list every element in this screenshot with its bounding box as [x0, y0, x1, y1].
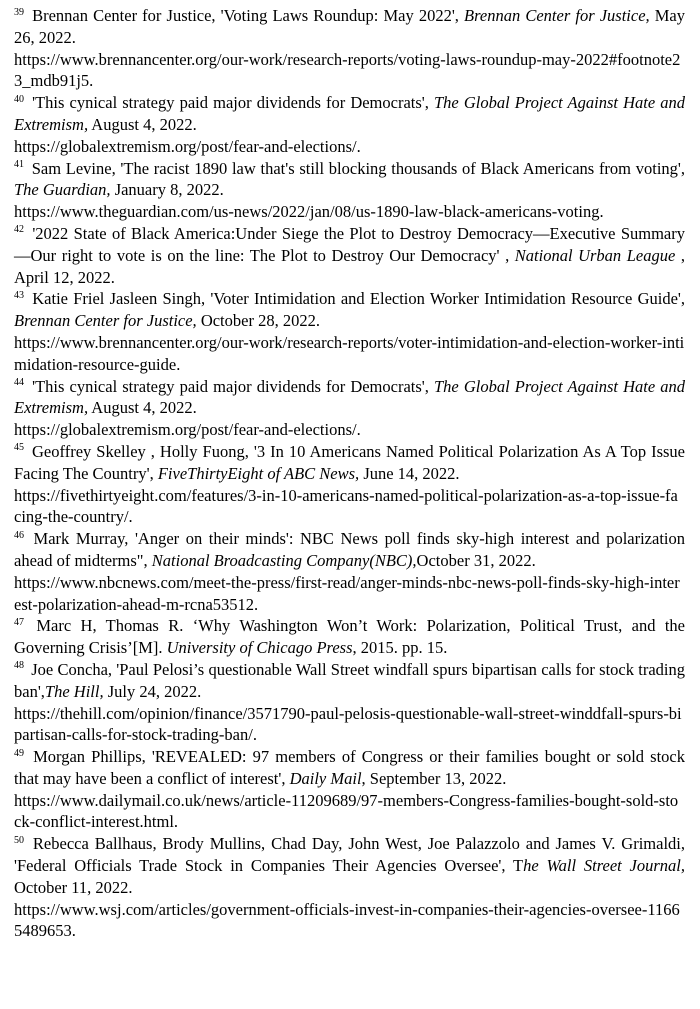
footnote-text-segment: July 24, 2022. [103, 681, 202, 701]
footnote-source-title: National Urban League [514, 245, 676, 265]
footnote-url: https://globalextremism.org/post/fear-and-elections/. [14, 420, 361, 440]
footnote-number: 50 [14, 834, 24, 846]
footnote-url: https://www.nbcnews.com/meet-the-press/first-read/anger-minds-nbc-news-poll-finds-sky-high-interest-polarization-ahead-m-rcna53512. [14, 572, 680, 614]
footnote-number: 42 [14, 224, 24, 236]
footnote-url: https://thehill.com/opinion/finance/3571790-paul-pelosis-questionable-wall-street-winddfall-spurs-bipartisan-calls-for-stock-trading-ban/. [14, 703, 682, 745]
footnote-text-segment: Sam Levine, 'The racist 1890 law that's still blocking thousands of Black Americans from voting', [27, 158, 685, 178]
footnote-url: https://www.wsj.com/articles/government-officials-invest-in-companies-their-agencies-oversee-11665489653. [14, 899, 680, 941]
footnote-text-segment: , April 12, 2022. [14, 245, 686, 287]
footnote-source-title: Brennan Center for Justice, [464, 6, 650, 25]
footnote-text-segment: August 4, 2022. [88, 398, 197, 418]
footnote-number: 46 [14, 529, 24, 541]
footnote-text-segment: '2022 State of Black America:Under Siege the Plot to Destroy Democracy—Executive Summary—Our right to vote is on the line: The Plot to Destroy Our Democracy' , [14, 223, 685, 265]
footnote-text-segment: Joe Concha, 'Paul Pelosi’s questionable Wall Street windfall spurs bipartisan calls for stock trading ban', [14, 659, 685, 701]
footnote-number: 39 [14, 6, 24, 18]
footnote-url: https://www.brennancenter.org/our-work/research-reports/voting-laws-roundup-may-2022#footnote23_mdb91j5. [14, 49, 681, 91]
footnote-url: https://www.theguardian.com/us-news/2022/jan/08/us-1890-law-black-americans-voting. [14, 202, 604, 222]
footnote-text-segment: October 11, 2022. [14, 877, 133, 897]
footnote-text-segment: , September 13, 2022. [361, 768, 507, 788]
footnote-source-title: The Global Project Against Hate and Extremism, [14, 376, 686, 418]
footnote-text-segment: Marc H, Thomas R. ‘Why Washington Won’t Work: Polarization, Political Trust, and the Governing Crisis’[M]. [14, 616, 685, 658]
footnote-number: 48 [14, 660, 24, 672]
footnote-number: 47 [14, 616, 24, 628]
footnote-text-segment: Morgan Phillips, 'REVEALED: 97 members of Congress or their families bought or sold stock that may have been a conflict of interest', [14, 747, 685, 788]
footnote-source-title: The Guardian, [14, 180, 111, 200]
footnote-source-title: he Wall Street Journal, [523, 856, 685, 876]
footnote [14, 746, 685, 833]
footnote-text-segment: August 4, 2022. [88, 114, 197, 134]
footnote-source-title: University of Chicago Press [166, 638, 353, 658]
footnote-source-title: The Global Project Against Hate and Extremism, [14, 93, 686, 134]
footnote-url: https://fivethirtyeight.com/features/3-in-10-americans-named-political-polarization-as-a-top-issue-facing-the-country/. [14, 485, 678, 527]
footnote-number: 41 [14, 159, 24, 171]
footnote-number: 44 [14, 377, 24, 389]
footnote-text-segment: Rebecca Ballhaus, Brody Mullins, Chad Day, John West, Joe Palazzolo and James V. Grimaldi, 'Federal Officials Trade Stock in Companies Their Agencies Oversee', T [14, 834, 685, 876]
footnote-text-segment: Geoffrey Skelley , Holly Fuong, '3 In 10 Americans Named Political Polarization As A Top Issue Facing The Country', [14, 441, 685, 483]
footnote-source-title: FiveThirtyEight of ABC News, [157, 463, 360, 483]
footnote-text-segment: January 8, 2022. [110, 180, 224, 200]
footnote-source-title: National Broadcasting Company(NBC), [151, 550, 417, 570]
footnotes-list [14, 5, 685, 942]
footnote [14, 92, 685, 157]
footnote-text-segment: June 14, 2022. [359, 463, 460, 483]
footnote [14, 528, 685, 615]
footnote-source-title: Brennan Center for Justice, [14, 311, 197, 331]
footnote-number: 45 [14, 442, 24, 454]
footnote [14, 5, 685, 92]
footnote-text-segment: , 2015. pp. 15. [352, 638, 448, 658]
footnote [14, 158, 685, 223]
footnote [14, 659, 685, 746]
footnote-text-segment: October 28, 2022. [196, 311, 320, 331]
footnote-url: https://www.dailymail.co.uk/news/article-11209689/97-members-Congress-families-bought-sold-stock-conflict-interest.html. [14, 790, 679, 832]
footnote [14, 376, 685, 441]
footnote-text-segment: Mark Murray, 'Anger on their minds': NBC News poll finds sky-high interest and polarization ahead of midterms", [14, 529, 685, 570]
footnote-text-segment: May 26, 2022. [14, 6, 686, 47]
footnote-url: https://globalextremism.org/post/fear-and-elections/. [14, 136, 361, 156]
footnote-text-segment: 'This cynical strategy paid major dividends for Democrats', [27, 93, 434, 113]
footnote-number: 40 [14, 93, 24, 105]
footnote [14, 223, 685, 288]
footnote [14, 615, 685, 659]
footnote-number: 43 [14, 289, 24, 301]
footnote-source-title: Daily Mail [289, 768, 362, 788]
footnote-number: 49 [14, 747, 24, 759]
footnote-url: https://www.brennancenter.org/our-work/research-reports/voter-intimidation-and-election-worker-intimidation-resource-guide. [14, 332, 685, 374]
footnote [14, 833, 685, 942]
footnote-text-segment: Katie Friel Jasleen Singh, 'Voter Intimidation and Election Worker Intimidation Resource Guide', [27, 289, 685, 309]
footnote-text-segment: 'This cynical strategy paid major dividends for Democrats', [27, 376, 434, 396]
footnote-text-segment: Brennan Center for Justice, 'Voting Laws Roundup: May 2022', [27, 6, 465, 25]
footnote [14, 441, 685, 528]
footnote [14, 288, 685, 375]
footnote-text-segment: October 31, 2022. [416, 550, 536, 570]
footnote-source-title: The Hill, [44, 681, 104, 701]
